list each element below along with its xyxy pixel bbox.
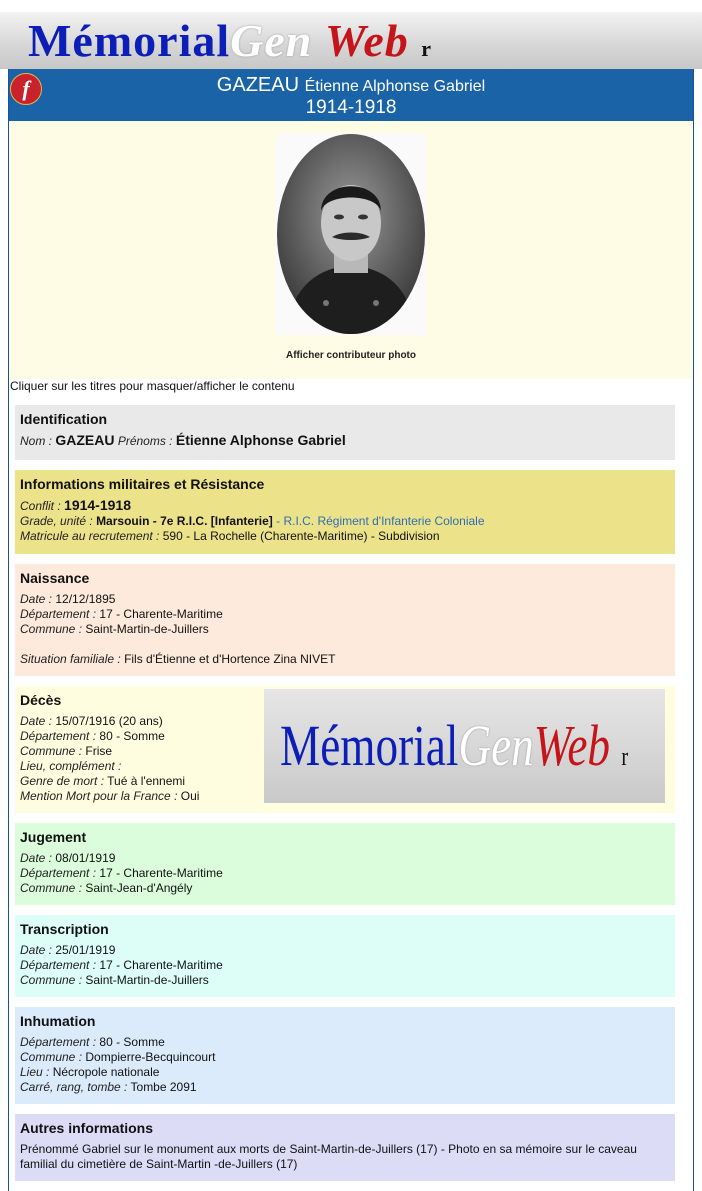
family-label: Situation familiale : (20, 652, 121, 666)
site-banner[interactable] (0, 12, 702, 69)
section-identification (15, 405, 675, 460)
burial-grave-label: Carré, rang, tombe : (20, 1080, 128, 1094)
family-value: Fils d'Étienne et d'Hortence Zina NIVET (124, 652, 336, 666)
other-info-text: Prénommé Gabriel sur le monument aux morts de Saint-Martin-de-Juillers (17) - Photo en sa mémoire sur le caveau familial du cimetière de Saint-Martin -de-Juillers (17) (20, 1142, 637, 1171)
matricule-value: 590 - La Rochelle (Charente-Maritime) - Subdivision (162, 529, 440, 543)
soldier-portrait[interactable] (276, 133, 426, 335)
logo-memorial: Mémorial (28, 15, 231, 66)
burial-commune-label: Commune : (20, 1050, 83, 1064)
section-other-info (15, 1114, 675, 1181)
photo-contributor-link[interactable]: Afficher contributeur photo (286, 350, 416, 361)
burial-place-value: Nécropole nationale (52, 1065, 160, 1079)
soldier-header (9, 69, 693, 121)
death-commune-value: Frise (85, 744, 113, 758)
transcription-dept-value: 17 - Charente-Maritime (99, 958, 223, 972)
transcription-date-value: 25/01/1919 (55, 943, 116, 957)
death-date-value: 15/07/1916 (20 ans) (55, 714, 163, 728)
death-dept-label: Département : (20, 729, 97, 743)
transcription-commune-label: Commune : (20, 973, 83, 987)
burial-commune-line (20, 1050, 670, 1065)
birth-dept-value: 17 - Charente-Maritime (99, 607, 223, 621)
death-date-label: Date : (20, 714, 53, 728)
conflit-line (20, 498, 670, 514)
identification-line (20, 433, 670, 449)
burial-commune-value: Dompierre-Becquincourt (85, 1050, 216, 1064)
conflict-years: 1914-1918 (305, 97, 397, 118)
section-title-military[interactable]: Informations militaires et Résistance (20, 476, 265, 492)
burial-dept-line (20, 1035, 670, 1050)
section-title-judgment[interactable]: Jugement (20, 829, 87, 845)
section-transcription (15, 915, 675, 997)
transcription-commune-value: Saint-Martin-de-Juillers (85, 973, 209, 987)
judgment-commune-label: Commune : (20, 881, 83, 895)
transcription-date-label: Date : (20, 943, 53, 957)
logo2-web: Web (533, 713, 611, 778)
regiment-link[interactable]: - R.I.C. Régiment d'Infanterie Coloniale (276, 514, 485, 528)
judgment-commune-value: Saint-Jean-d'Angély (85, 881, 193, 895)
prenoms-label: Prénoms : (117, 434, 173, 448)
judgment-date-line (20, 851, 670, 866)
burial-dept-value: 80 - Somme (99, 1035, 165, 1049)
transcription-dept-line (20, 958, 670, 973)
toggle-hint: Cliquer sur les titres pour masquer/afficher le contenu (10, 379, 295, 393)
memorialgenweb-logo (28, 14, 432, 69)
memorialgenweb-logo-large (280, 711, 628, 792)
matricule-label: Matricule au recrutement : (20, 529, 160, 543)
burial-grave-value: Tombe 2091 (130, 1080, 197, 1094)
section-judgment (15, 823, 675, 905)
burial-place-line (20, 1065, 670, 1080)
family-line (20, 652, 670, 667)
prenoms-value: Étienne Alphonse Gabriel (175, 432, 346, 448)
spacer (20, 637, 670, 652)
death-commune-label: Commune : (20, 744, 83, 758)
birth-date-line (20, 592, 670, 607)
death-dept-value: 80 - Somme (99, 729, 165, 743)
birth-commune-line (20, 622, 670, 637)
transcription-date-line (20, 943, 670, 958)
logo-web: Web (324, 15, 409, 66)
section-title-death[interactable]: Décès (20, 692, 62, 708)
conflit-label: Conflit : (20, 499, 61, 513)
burial-dept-label: Département : (20, 1035, 97, 1049)
section-burial (15, 1007, 675, 1104)
grade-label: Grade, unité : (20, 514, 93, 528)
logo2-gen: Gen (458, 713, 534, 778)
burial-grave-line (20, 1080, 670, 1095)
mention-label: Mention Mort pour la France : (20, 789, 178, 803)
burial-place-label: Lieu : (20, 1065, 50, 1079)
mention-value: Oui (180, 789, 200, 803)
section-title-identification[interactable]: Identification (20, 411, 108, 427)
soldier-given-names: Étienne Alphonse Gabriel (304, 78, 486, 95)
judgment-date-label: Date : (20, 851, 53, 865)
soldier-name (9, 73, 693, 99)
section-title-other-info[interactable]: Autres informations (20, 1120, 154, 1136)
judgment-date-value: 08/01/1919 (55, 851, 116, 865)
nom-label: Nom : (20, 434, 53, 448)
judgment-dept-value: 17 - Charente-Maritime (99, 866, 223, 880)
judgment-dept-label: Département : (20, 866, 97, 880)
transcription-dept-label: Département : (20, 958, 97, 972)
section-military (15, 470, 675, 554)
facebook-icon[interactable]: f (10, 73, 42, 105)
death-kind-label: Genre de mort : (20, 774, 105, 788)
conflit-value: 1914-1918 (64, 497, 131, 513)
soldier-surname: GAZEAU (216, 74, 300, 96)
birth-commune-value: Saint-Martin-de-Juillers (85, 622, 209, 636)
nom-value: GAZEAU (55, 432, 115, 448)
grade-value: Marsouin - 7e R.I.C. [Infanterie] (96, 514, 273, 528)
section-title-birth[interactable]: Naissance (20, 570, 90, 586)
death-section-logo (264, 689, 665, 803)
logo-gen: Gen (230, 15, 313, 66)
logo-tail: r (421, 36, 433, 61)
birth-commune-label: Commune : (20, 622, 83, 636)
transcription-commune-line (20, 973, 670, 988)
section-title-burial[interactable]: Inhumation (20, 1013, 96, 1029)
birth-date-label: Date : (20, 592, 53, 606)
judgment-commune-line (20, 881, 670, 896)
birth-dept-label: Département : (20, 607, 97, 621)
judgment-dept-line (20, 866, 670, 881)
logo2-memorial: Mémorial (280, 713, 459, 778)
logo2-tail: r (621, 742, 629, 771)
death-place-label: Lieu, complément : (20, 759, 122, 773)
portrait-image (276, 133, 426, 335)
grade-line (20, 514, 670, 529)
section-birth (15, 564, 675, 676)
death-kind-value: Tué à l'ennemi (107, 774, 186, 788)
birth-date-value: 12/12/1895 (55, 592, 116, 606)
matricule-line (20, 529, 670, 544)
section-title-transcription[interactable]: Transcription (20, 921, 109, 937)
birth-dept-line (20, 607, 670, 622)
